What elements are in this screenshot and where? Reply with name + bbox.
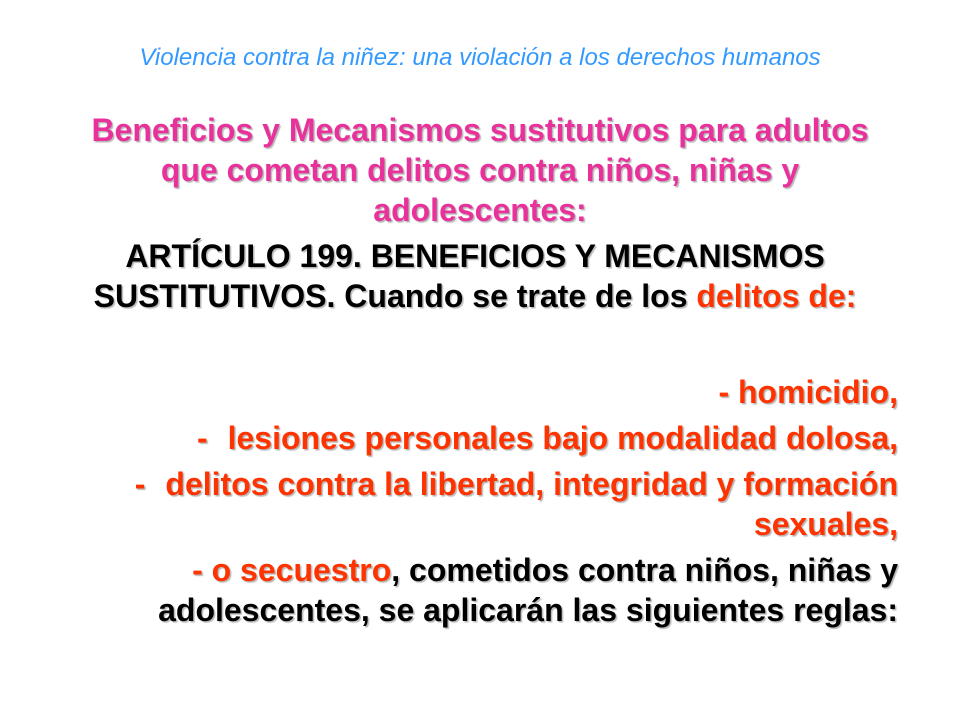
crime-item-delitos-sexuales: [60, 464, 898, 544]
closing-text: , cometidos contra niños, niñas y adolescentes, se aplicarán las siguientes reglas:: [158, 552, 898, 628]
crime-item-secuestro: [60, 550, 898, 630]
crime-label: - homicidio,: [718, 374, 898, 410]
bullet-dash: -: [134, 466, 146, 502]
crimes-list: [60, 372, 898, 636]
crime-item-homicidio: [60, 372, 898, 412]
crime-item-lesiones: [60, 418, 898, 458]
article-paragraph: [55, 236, 895, 316]
slide-subtitle: Beneficios y Mecanismos sustitutivos para adultos que cometan delitos contra niños, niñas y adolescentes:: [91, 112, 869, 228]
slide-header: Violencia contra la niñez: una violación a los derechos humanos: [139, 44, 821, 71]
crime-label: delitos contra la libertad, integridad y formación sexuales,: [165, 466, 898, 542]
crime-label-secuestro: - o secuestro: [192, 552, 392, 588]
crime-label: lesiones personales bajo modalidad dolosa,: [227, 420, 898, 456]
bullet-dash: -: [196, 420, 208, 456]
article-text: ARTÍCULO 199. BENEFICIOS Y MECANISMOS SUSTITUTIVOS. Cuando se trate de los: [93, 238, 825, 314]
article-highlight: delitos de:: [696, 278, 857, 314]
